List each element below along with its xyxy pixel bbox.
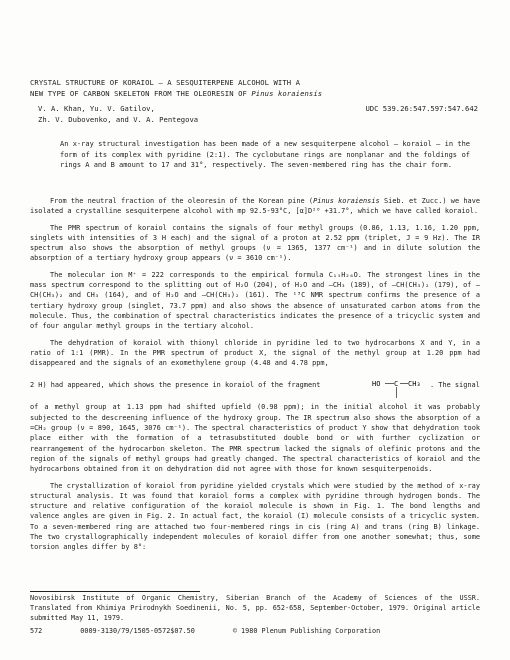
fragment-structure-diagram [370, 376, 430, 402]
article-code: 0009-3130/79/1505-0572$07.50 [80, 627, 195, 635]
authors-block [38, 103, 478, 125]
authors-line-1: V. A. Khan, Yu. V. Gatilov, [38, 104, 155, 113]
body-section-1 [30, 196, 480, 559]
struct-right-label: CH₃ [408, 380, 421, 389]
fragment-line: 2 H) had appeared, which shows the presence in koraiol of the fragment HO C CH₃ . The signal [30, 374, 480, 402]
paragraph-5: of a methyl group at 1.13 ppm had shifted upfield (0.98 ppm); in the initial alcohol it was probably subjected to the descreening influence of the hydroxy group. The IR spectrum also shows the absorption of a =CH₂ group (ν = 890, 1645, 3076 cm⁻¹). The spectral characteristics of product Y show that dehydration took place either with the formation of a tetrasubstituted double bond or with further cyclization or rearrangement of the hydrocarbon skeleton. The PMR spectrum lacked the signals of olefinic protons and the region of the signals of methyl groups had greatly changed. The spectral characteristics of koraiol and the hydrocarbons obtained from it on dehydration did not agree with those for known sesquiterpenoids. [30, 403, 480, 474]
paragraph-3: The molecular ion M⁺ = 222 corresponds to the empirical formula C₁₅H₂₆O. The strongest lines in the mass spectrum correspond to the splitting out of H₂O (204), of H₂O and –CH₃ (189), of –CH(CH₃)₂ (179), of –CH(CH₃)₂ and CH₃ (164), and of H₂O and –CH(CH₃)₂ (161). The ¹³C NMR spectrum confirms the presence of a tertiary hydroxy group (singlet, 73.7 ppm) and also shows the absence of unsaturated carbon atoms from the molecule. Thus, the combination of spectral characteristics indicates the presence of a tricyclic system and of four angular methyl groups in the tertiary alcohol. [30, 270, 480, 331]
paragraph-1: From the neutral fraction of the oleoresin of the Korean pine (Pinus koraiensis Sieb. et Zucc.) we have isolated a crystalline sesquiterpene alcohol with mp 92.5-93°C, [α]D²⁰ +31.7°, which we have called koraiol. [30, 197, 480, 216]
species-name: Pinus koraiensis [251, 89, 323, 98]
abstract: An x-ray structural investigation has been made of a new sesquiterpene alcohol — koraiol — in the form of its complex with pyridine (2:1). The cyclobutane rings are nonplanar and the foldings of rings A and B amount to 17 and 31°, respectively. The seven-membered ring has the chair form. [60, 140, 470, 169]
page-footer [30, 627, 480, 635]
paragraph-6: The crystallization of koraiol from pyridine yielded crystals which were studied by the method of x-ray structural analysis. It was found that koraiol forms a complex with pyridine through hydrogen bonds. The structure and relative configuration of the koraiol molecule is shown in Fig. 1. The bond lengths and valence angles are given in Fig. 2. In actual fact, the koraiol (I) molecule consists of a tricyclic system. To a seven-membered ring are attached two four-membered rings in cis (ring A) and trans (ring B) linkage. The two crystallographically independent molecules of koraiol differ from one another somewhat; thus, some torsion angles differ by 8°: [30, 481, 480, 552]
udc-code: UDC 539.26:547.597:547.642 [365, 104, 478, 113]
footnote-divider [30, 591, 200, 592]
page-number: 572 [30, 627, 43, 635]
paragraph-2: The PMR spectrum of koraiol contains the signals of four methyl groups (0.86, 1.13, 1.16, 1.20 ppm, singlets with intensities of 3 H each) and the signal of a proton at 2.52 ppm (triplet, J = 9 Hz). The IR spectrum also shows the absorption of methyl groups (ν = 1365, 1377 cm⁻¹) and in dilute solution the absorption of a tertiary hydroxy group appears (ν = 3610 cm⁻¹). [30, 223, 480, 263]
copyright: © 1980 Plenum Publishing Corporation [232, 627, 381, 635]
authors-line-2: Zh. V. Dubovenko, and V. A. Pentegova [38, 115, 199, 124]
footnote: Novosibirsk Institute of Organic Chemistry, Siberian Branch of the Academy of Sciences of the USSR. Translated from Khimiya Prirodnykh Soedinenii, No. 5, pp. 652-658, September-October, 1979. Original article submitted May 11, 1979. [30, 594, 480, 622]
paragraph-4: The dehydration of koraiol with thionyl chloride in pyridine led to two hydrocarbons X and Y, in a ratio of 1:1 (PMR). In the PMR spectrum of product X, the signal of the methyl group at 1.20 ppm had disappeared and the signals of an exomethylene group (4.48 and 4.78 ppm, [30, 338, 480, 368]
title-line-2: NEW TYPE OF CARBON SKELETON FROM THE OLEORESIN OF Pinus koraiensis [30, 89, 323, 98]
title-line-1: CRYSTAL STRUCTURE OF KORAIOL — A SESQUITERPENE ALCOHOL WITH A [30, 78, 301, 87]
article-title [30, 77, 480, 99]
struct-left-label: HO [372, 380, 381, 389]
svg-text:C: C [394, 380, 399, 389]
